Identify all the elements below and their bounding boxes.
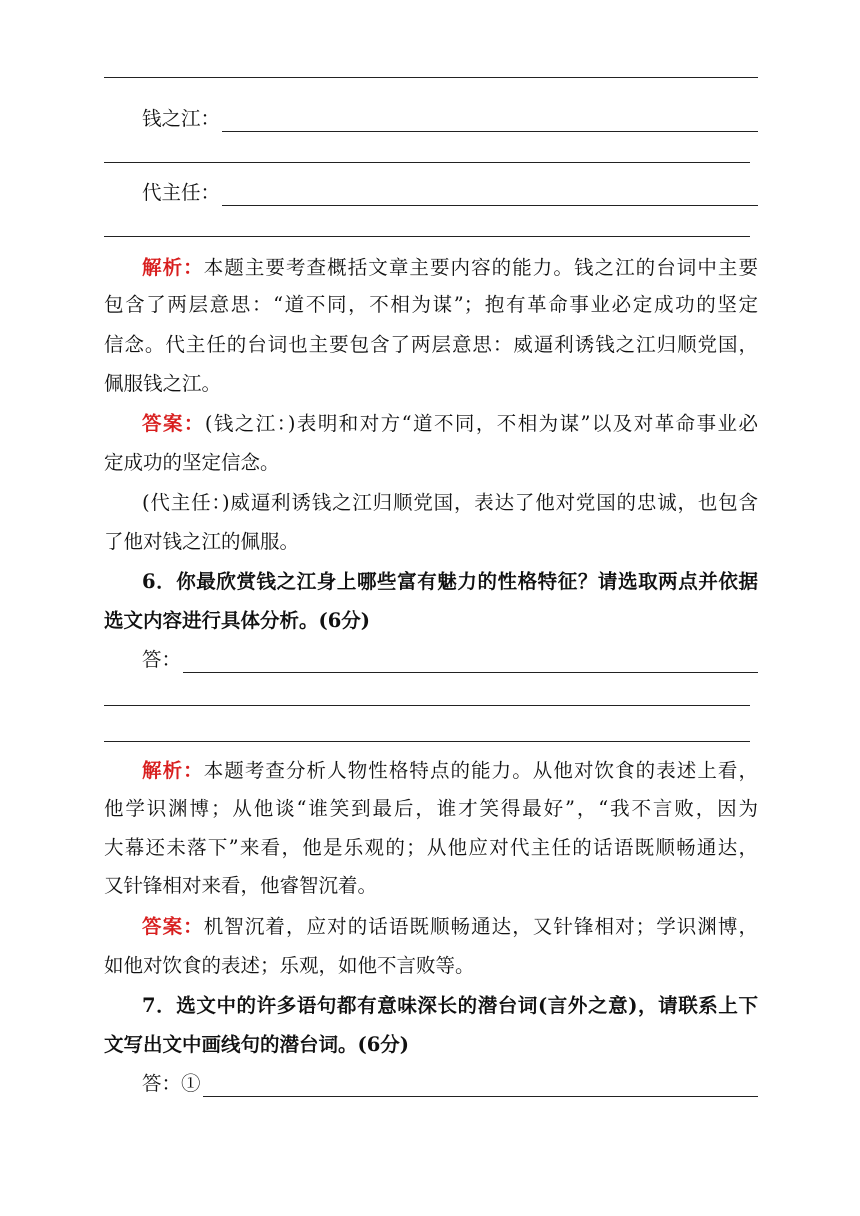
answer-label: 答： <box>142 648 182 671</box>
analysis-line: 信念。代主任的台词也主要包含了两层意思：威逼利诱钱之江归顺党国， <box>104 333 758 356</box>
question-7-line: 文写出文中画线句的潜台词。(6分) <box>104 1033 410 1056</box>
answer-label: 答：① <box>142 1072 201 1095</box>
answer-line: (代主任：)威逼利诱钱之江归顺党国，表达了他对党国的忠诚，也包含 <box>142 491 758 514</box>
blank-line <box>104 741 750 742</box>
answer-blank[interactable] <box>222 110 758 132</box>
answer-row-7 <box>142 1071 758 1097</box>
answer-line: 定成功的坚定信念。 <box>104 451 280 474</box>
analysis-line: 佩服钱之江。 <box>104 372 222 395</box>
answer-line: 答案：机智沉着，应对的话语既顺畅通达，又针锋相对；学识渊博， <box>142 915 758 938</box>
answer-row-dai <box>142 180 758 206</box>
analysis-line: 解析：本题考查分析人物性格特点的能力。从他对饮食的表述上看， <box>142 759 758 782</box>
analysis-line: 大幕还未落下”来看，他是乐观的；从他应对代主任的话语既顺畅通达， <box>104 836 758 859</box>
answer-blank[interactable] <box>203 1075 758 1097</box>
answer-blank[interactable] <box>183 651 758 673</box>
analysis-tag: 解析： <box>142 256 204 279</box>
analysis-line: 又针锋相对来看，他睿智沉着。 <box>104 874 378 897</box>
analysis-tag: 解析： <box>142 759 204 782</box>
answer-line: 了他对钱之江的佩服。 <box>104 530 300 553</box>
question-6-line: 选文内容进行具体分析。(6分) <box>104 609 371 632</box>
answer-row-qian <box>142 106 758 132</box>
answer-tag: 答案： <box>142 412 205 435</box>
question-6-line: 6．你最欣赏钱之江身上哪些富有魅力的性格特征？请选取两点并依据 <box>142 570 758 593</box>
answer-line: 答案：(钱之江：)表明和对方“道不同，不相为谋”以及对革命事业必 <box>142 412 758 435</box>
question-7-line: 7．选文中的许多语句都有意味深长的潜台词(言外之意)，请联系上下 <box>142 994 758 1017</box>
label-dai: 代主任： <box>142 181 221 204</box>
answer-tag: 答案： <box>142 915 204 938</box>
blank-line <box>104 705 750 706</box>
analysis-line: 解析：本题主要考查概括文章主要内容的能力。钱之江的台词中主要 <box>142 256 758 279</box>
answer-row-6 <box>142 647 758 673</box>
analysis-line: 包含了两层意思：“道不同，不相为谋”；抱有革命事业必定成功的坚定 <box>104 293 758 316</box>
blank-line <box>104 162 750 163</box>
blank-line <box>104 77 758 78</box>
analysis-line: 他学识渊博；从他谈“谁笑到最后，谁才笑得最好”，“我不言败，因为 <box>104 797 758 820</box>
label-qian: 钱之江： <box>142 107 221 130</box>
answer-blank[interactable] <box>222 184 758 206</box>
blank-line <box>104 236 750 237</box>
answer-line: 如他对饮食的表述；乐观，如他不言败等。 <box>104 954 475 977</box>
